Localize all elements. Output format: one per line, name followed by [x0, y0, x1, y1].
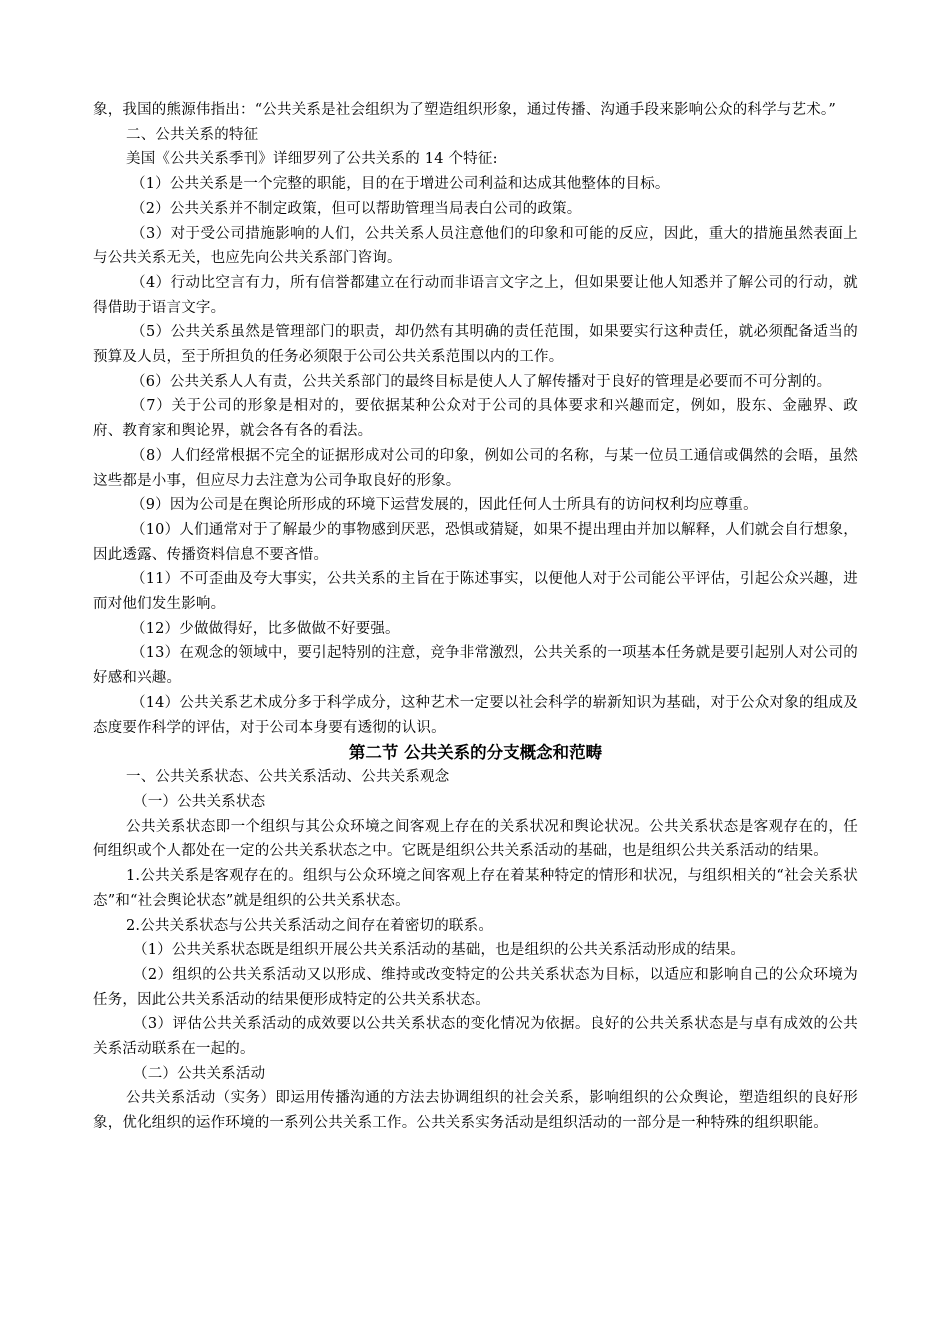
paragraph: 公共关系状态即一个组织与其公众环境之间客观上存在的关系状况和舆论状况。公共关系状态是客观存在的，任何组织或个人都处在一定的公共关系状态之中。它既是组织公共关系活动的基础，也是组织公共关系活动的结果。 [93, 818, 858, 860]
list-item: （7）关于公司的形象是相对的，要依据某种公众对于公司的具体要求和兴趣而定，例如，股东、金融界、政府、教育家和舆论界，就会各有各的看法。 [93, 398, 858, 440]
subsection-heading: （一）公共关系状态 [133, 793, 266, 810]
list-item: （6）公共关系人人有责，公共关系部门的最终目标是使人人了解传播对于良好的管理是必要而不可分割的。 [131, 373, 832, 390]
list-item: （12）少做做得好，比多做做不好要强。 [131, 620, 400, 637]
list-item: （3）对于受公司措施影响的人们，公共关系人员注意他们的印象和可能的反应，因此，重大的措施虽然表面上与公共关系无关，也应先向公共关系部门咨询。 [93, 225, 858, 267]
list-item: （8）人们经常根据不完全的证据形成对公司的印象，例如公司的名称，与某一位员工通信或偶然的会晤，虽然这些都是小事，但应尽力去注意为公司争取良好的形象。 [93, 447, 858, 489]
paragraph: 2.公共关系状态与公共关系活动之间存在着密切的联系。 [126, 917, 494, 934]
list-item: （14）公共关系艺术成分多于科学成分，这种艺术一定要以社会科学的崭新知识为基础，对于公众对象的组成及态度要作科学的评估，对于公司本身要有透彻的认识。 [93, 694, 858, 736]
list-item: （13）在观念的领域中，要引起特别的注意，竞争非常激烈，公共关系的一项基本任务就是要引起别人对公司的好感和兴趣。 [93, 645, 858, 687]
document-page [93, 98, 858, 1136]
list-item: （1）公共关系状态既是组织开展公共关系活动的基础，也是组织的公共关系活动形成的结果。 [133, 942, 746, 959]
list-item: （10）人们通常对于了解最少的事物感到厌恶，恐惧或猜疑，如果不提出理由并加以解释，人们就会自行想象，因此透露、传播资料信息不要吝惜。 [93, 521, 858, 563]
list-item: （2）组织的公共关系活动又以形成、维持或改变特定的公共关系状态为目标，以适应和影响自己的公众环境为任务，因此公共关系活动的结果便形成特定的公共关系状态。 [93, 966, 858, 1008]
list-item: （1）公共关系是一个完整的职能，目的在于增进公司利益和达成其他整体的目标。 [131, 176, 670, 193]
list-item: （3）评估公共关系活动的成效要以公共关系状态的变化情况为依据。良好的公共关系状态是与卓有成效的公共关系活动联系在一起的。 [93, 1016, 858, 1058]
paragraph: 公共关系活动（实务）即运用传播沟通的方法去协调组织的社会关系，影响组织的公众舆论，塑造组织的良好形象，优化组织的运作环境的一系列公共关系工作。公共关系实务活动是组织活动的一部分是一种特殊的组织职能。 [93, 1090, 858, 1132]
list-item: （9）因为公司是在舆论所形成的环境下运营发展的，因此任何人士所具有的访问权利均应尊重。 [131, 497, 758, 514]
subsection-heading: （二）公共关系活动 [133, 1065, 266, 1082]
paragraph: 象，我国的熊源伟指出：“公共关系是社会组织为了塑造组织形象，通过传播、沟通手段来影响公众的科学与艺术。” [93, 102, 836, 118]
paragraph: 1.公共关系是客观存在的。组织与公众环境之间客观上存在着某种特定的情形和状况，与组织相关的“社会关系状态”和“社会舆论状态”就是组织的公共关系状态。 [93, 868, 858, 909]
section-subheading: 一、公共关系状态、公共关系活动、公共关系观念 [126, 769, 450, 786]
list-item: （4）行动比空言有力，所有信誉都建立在行动而非语言文字之上，但如果要让他人知悉并了解公司的行动，就得借助于语言文字。 [93, 274, 858, 316]
section-heading: 第二节 公共关系的分支概念和范畴 [348, 743, 603, 763]
paragraph: 美国《公共关系季刊》详细罗列了公共关系的 14 个特征: [126, 151, 498, 168]
section-subheading: 二、公共关系的特征 [126, 126, 259, 143]
list-item: （2）公共关系并不制定政策，但可以帮助管理当局表白公司的政策。 [131, 200, 582, 217]
list-item: （5）公共关系虽然是管理部门的职责，却仍然有其明确的责任范围，如果要实行这种责任，就必须配备适当的预算及人员，至于所担负的任务必须限于公司公共关系范围以内的工作。 [93, 324, 858, 366]
list-item: （11）不可歪曲及夸大事实，公共关系的主旨在于陈述事实，以便他人对于公司能公平评估，引起公众兴趣，进而对他们发生影响。 [93, 571, 858, 613]
